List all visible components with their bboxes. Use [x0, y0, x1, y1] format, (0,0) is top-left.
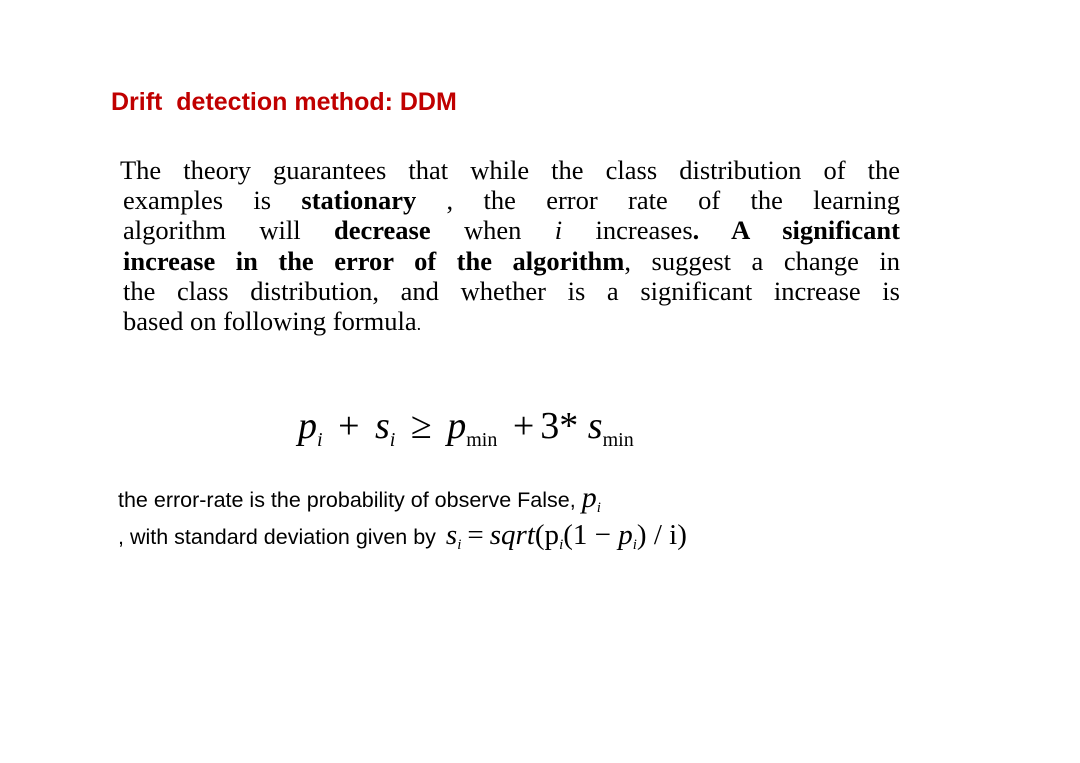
text-segment: , the error rate of the learning — [416, 185, 900, 216]
note-text: the error-rate is the probability of observe False, — [118, 488, 576, 512]
paragraph-line-4 — [120, 246, 900, 276]
variable-i: i — [554, 215, 563, 246]
emphasis-increase-error: increase in the error of the algorithm — [123, 245, 625, 276]
formula-sub-min: min — [466, 429, 498, 451]
formula-geq: ≥ — [410, 405, 432, 447]
math-eq: = — [467, 519, 484, 551]
paragraph-line-5: the class distribution, and whether is a significant increase is — [123, 275, 900, 306]
paragraph-line-2 — [120, 185, 900, 215]
paragraph-line-3 — [120, 215, 900, 245]
math-var: s — [445, 519, 458, 551]
formula-sub-i: i — [389, 429, 396, 451]
emphasis-stationary: stationary — [301, 185, 417, 216]
paragraph-line-1: The theory guarantees that while the class distribution of the — [120, 155, 900, 185]
math-sub: i — [559, 537, 564, 553]
formula-sub-min: min — [602, 429, 634, 451]
math-open: (p — [534, 519, 560, 551]
formula-p: p — [447, 405, 467, 447]
text-segment: , suggest a change in — [624, 245, 900, 276]
text-segment: examples is — [123, 185, 302, 216]
formula-plus: + — [512, 405, 535, 447]
formula-star: * — [559, 405, 579, 447]
ddm-formula — [298, 404, 634, 452]
emphasis-decrease: decrease — [334, 215, 431, 246]
math-sub: i — [457, 537, 462, 553]
formula-sub-i: i — [317, 429, 323, 451]
formula-p: p — [298, 405, 317, 447]
inline-math-si — [446, 519, 687, 551]
math-sub: i — [632, 537, 637, 553]
slide-title: Drift detection method: DDM — [111, 88, 457, 116]
math-fn: sqrt — [489, 519, 535, 551]
math-close: ) / i) — [636, 519, 687, 551]
inline-math-pi — [582, 481, 601, 514]
math-var: p — [581, 481, 597, 514]
formula-s: s — [375, 405, 390, 447]
math-mid: (1 − — [563, 519, 611, 551]
std-deviation-note — [118, 519, 687, 554]
note-text: , with standard deviation given by — [118, 525, 436, 549]
formula-s: s — [587, 405, 603, 447]
text-segment: when — [430, 215, 555, 246]
paragraph-line-6 — [120, 306, 900, 336]
text-segment: based on following formula — [123, 305, 417, 336]
formula-three: 3 — [540, 405, 560, 447]
text-segment: algorithm will — [123, 215, 334, 246]
body-paragraph — [120, 155, 900, 336]
error-rate-note — [118, 481, 601, 517]
emphasis-significant: . A significant — [692, 215, 900, 246]
text-segment: increases — [562, 215, 693, 246]
math-sub: i — [596, 500, 601, 516]
formula-plus: + — [338, 405, 360, 447]
text-segment: . — [416, 313, 422, 334]
math-var: p — [618, 519, 633, 551]
